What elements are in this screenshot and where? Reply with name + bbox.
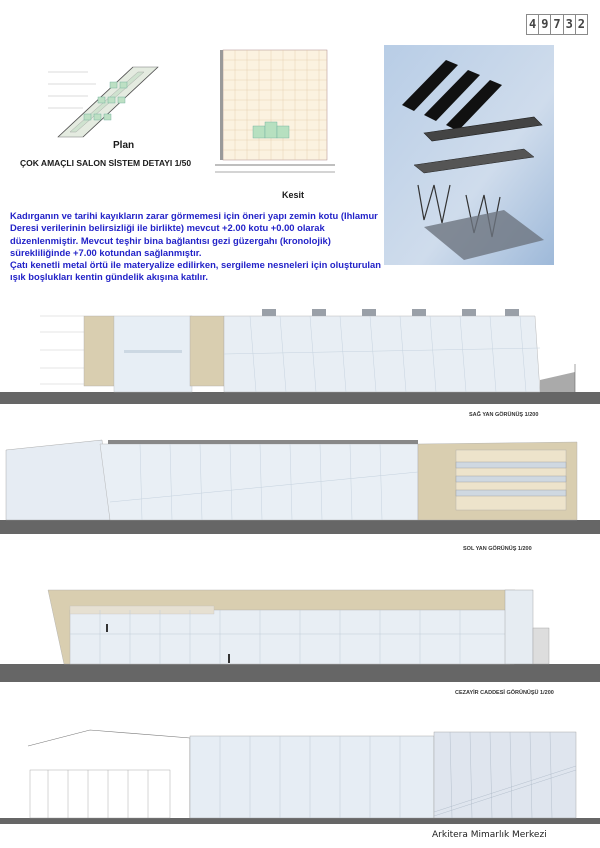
id-digit: 3	[564, 15, 576, 34]
description-line: Çatı kenetli metal örtü ile materyalize edilirken, sergileme nesneleri için oluşturulan	[10, 259, 381, 271]
description-line: Kadırganın ve tarihi kayıkların zarar görmemesi için öneri yapı zemin kotu (Ihlamur	[10, 210, 378, 221]
description-line: Deresi verilerinin belirsizliği ile birlikte) mevcut +2.00 kotu +0.00 olarak	[10, 222, 325, 234]
plan-label: Plan	[113, 140, 135, 151]
plan-detail-drawing	[18, 62, 158, 142]
description-line: sürekliliğinde +7.00 kotundan sağlanmıştır.	[10, 246, 202, 258]
right-elevation-caption: SAĞ YAN GÖRÜNÜŞ 1/200	[469, 412, 539, 418]
right-elevation-drawing	[0, 298, 600, 410]
detail-title: ÇOK AMAÇLI SALON SİSTEM DETAYI 1/50	[20, 158, 192, 168]
id-digit: 2	[577, 17, 586, 31]
id-digit: 4	[527, 15, 539, 34]
street-elevation-caption: CEZAYİR CADDESİ GÖRÜNÜŞÜ 1/200	[455, 690, 554, 696]
description-line: düzenlenmiştir. Mevcut teşhir bina bağlantısı gezi güzergahı (kronolojik)	[10, 234, 331, 246]
left-elevation-drawing	[0, 432, 600, 544]
description-text	[10, 210, 390, 284]
footer-credit: Arkitera Mimarlık Merkezi	[432, 830, 547, 840]
section-detail-drawing	[215, 40, 340, 180]
section-label: Kesit	[282, 190, 305, 200]
description-line: ışık boşlukları kentin gündelik akışına katılır.	[10, 271, 208, 283]
street-elevation-drawing	[0, 588, 600, 688]
roof-exploded-render	[384, 45, 554, 265]
id-digit: 7	[551, 15, 563, 34]
project-id-box	[526, 14, 588, 35]
id-digit: 9	[539, 15, 551, 34]
bottom-elevation-drawing	[0, 722, 600, 826]
left-elevation-caption: SOL YAN GÖRÜNÜŞ 1/200	[463, 546, 532, 552]
